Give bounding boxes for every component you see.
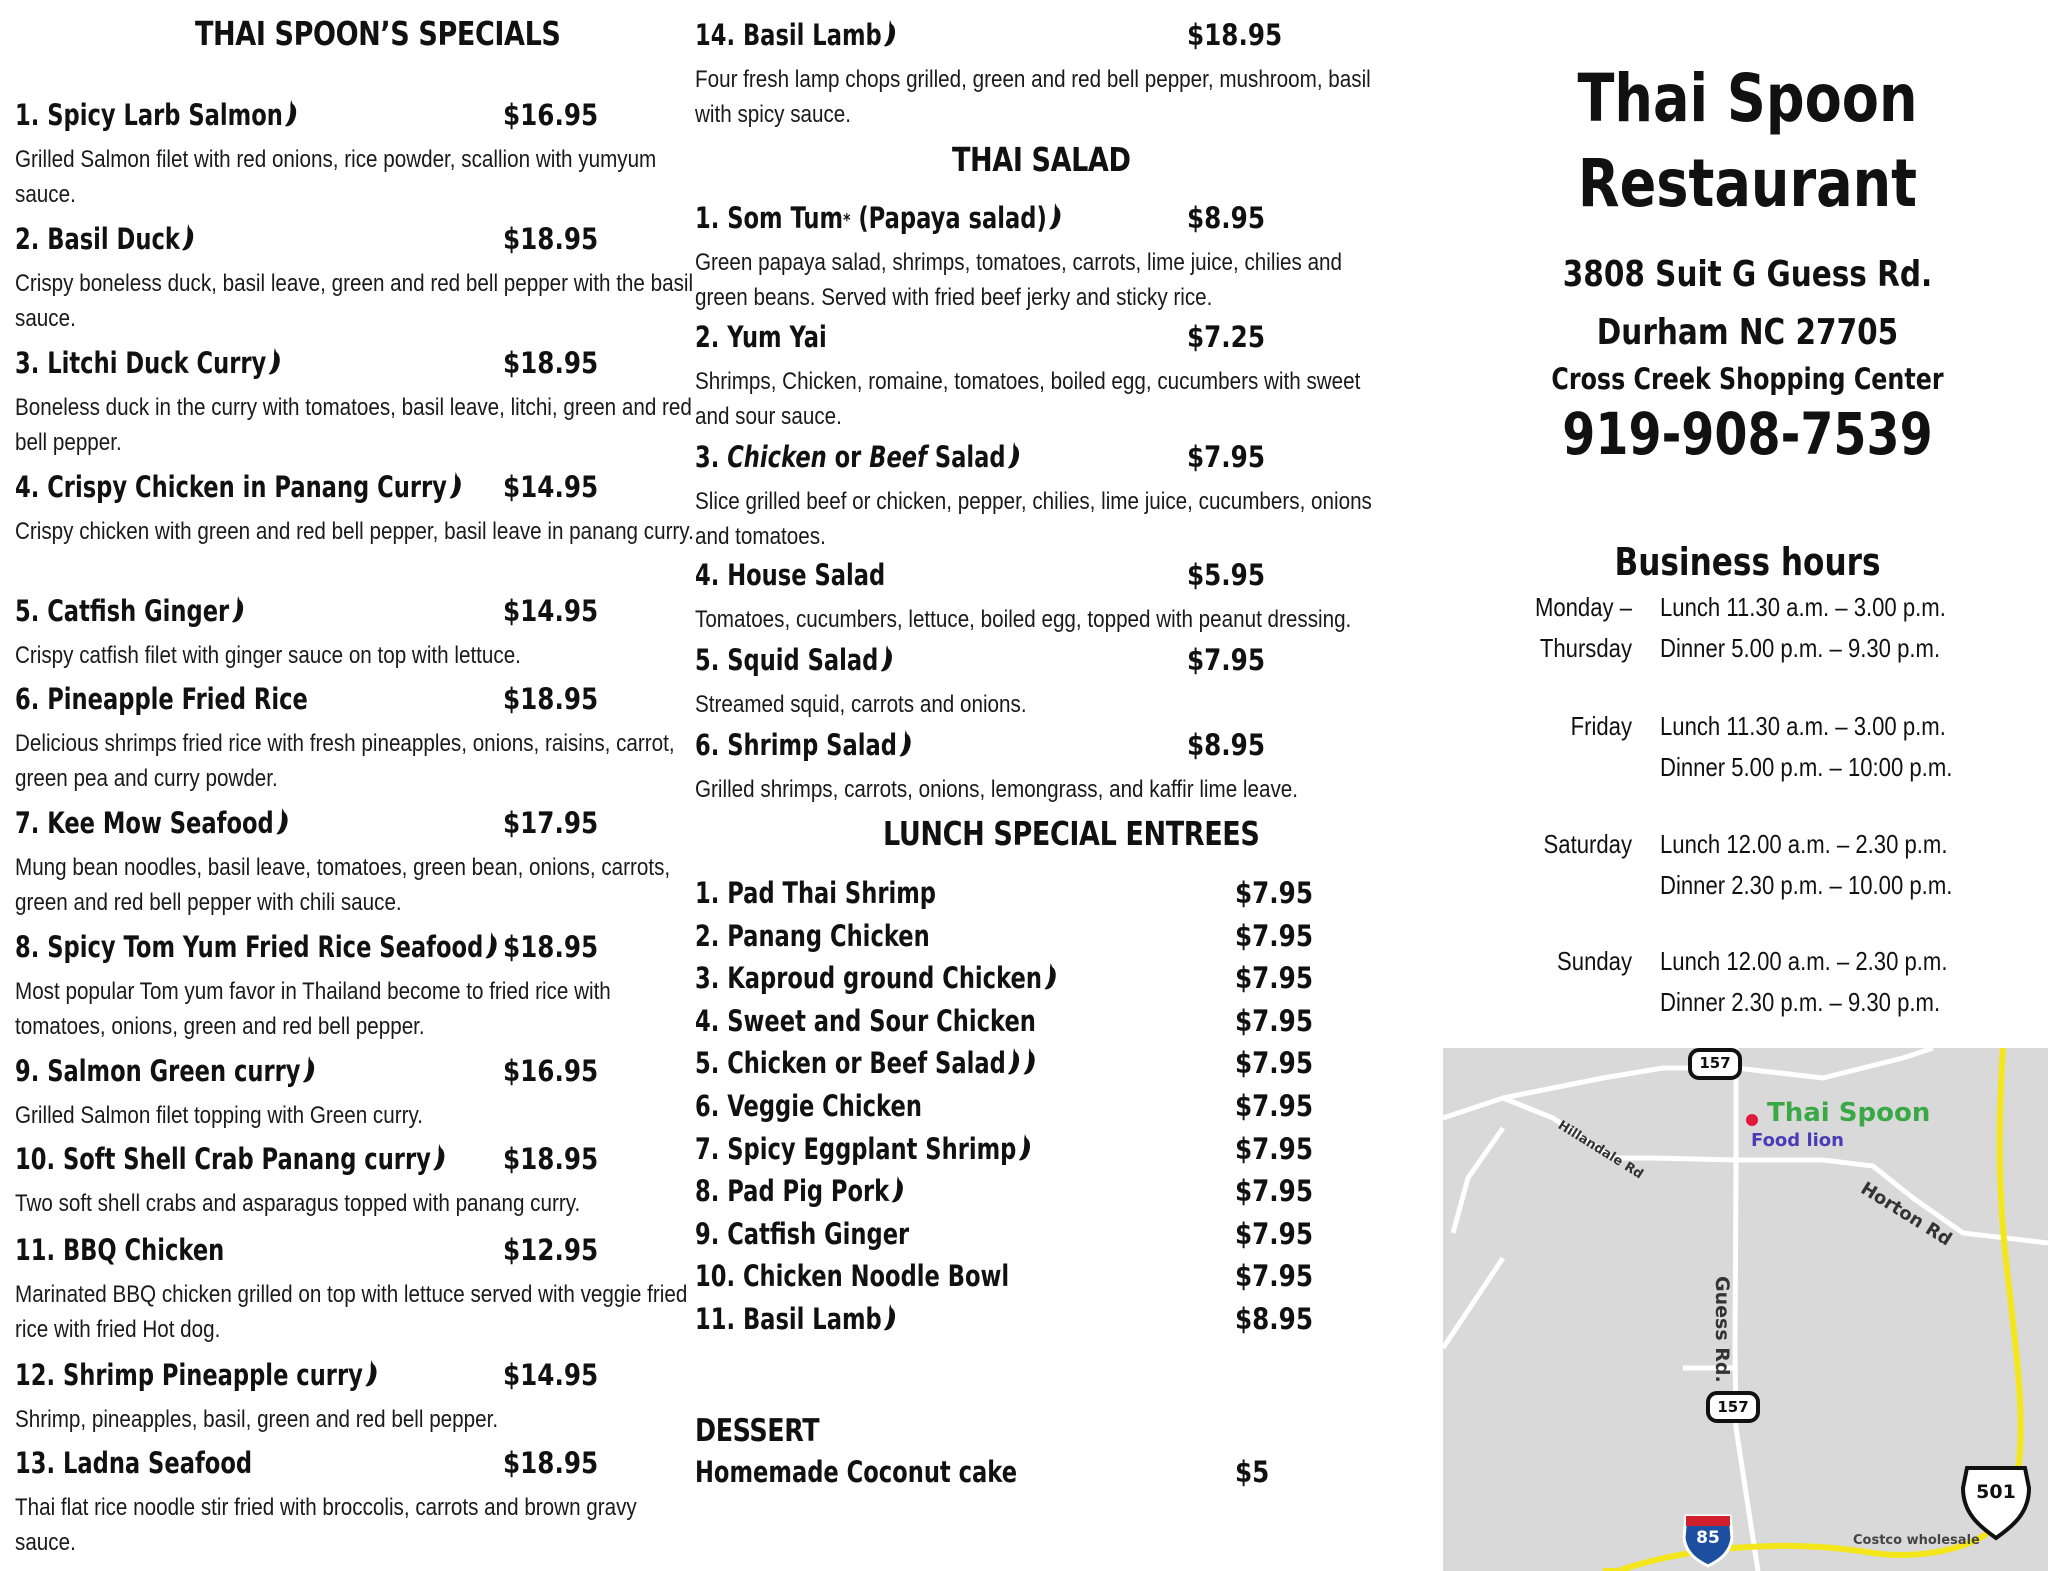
menu-item-name bbox=[15, 1446, 252, 1480]
hours-day: Friday bbox=[1570, 711, 1632, 741]
chili-pepper-icon bbox=[284, 98, 298, 128]
menu-item-name bbox=[695, 201, 1062, 235]
menu-item-price: $7.95 bbox=[1235, 918, 1313, 953]
address-line2: Durham NC 27705 bbox=[1596, 312, 1899, 353]
menu-item-name-text: 10. Soft Shell Crab Panang curry bbox=[15, 1142, 431, 1176]
menu-item-price: $18.95 bbox=[503, 682, 599, 716]
menu-item-name-text: 7. Kee Mow Seafood bbox=[15, 806, 274, 840]
menu-item-name bbox=[15, 470, 462, 504]
menu-item-name-text: 6. Veggie Chicken bbox=[695, 1089, 922, 1123]
menu-item-description: Streamed squid, carrots and onions. bbox=[695, 691, 1027, 718]
menu-item-name-text: 2. Basil Duck bbox=[15, 222, 180, 256]
costco-label: Costco wholesale bbox=[1853, 1533, 1980, 1548]
menu-item-price: $7.95 bbox=[1235, 876, 1313, 910]
menu-item-name bbox=[15, 98, 299, 132]
hours-day: Sunday bbox=[1557, 946, 1632, 976]
food-lion-map-label: Food lion bbox=[1751, 1130, 1844, 1151]
menu-item-price: $14.95 bbox=[503, 470, 599, 504]
menu-item-price: $16.95 bbox=[503, 98, 599, 132]
chili-pepper-icon bbox=[448, 470, 462, 500]
menu-item-price: $7.95 bbox=[1235, 1003, 1313, 1038]
menu-item-price: $17.95 bbox=[503, 806, 599, 840]
menu-item-description: Green papaya salad, shrimps, tomatoes, carrots, lime juice, chilies and green beans. Served with fried beef jerky and sticky rice. bbox=[695, 249, 1343, 311]
hours-day: Thursday bbox=[1539, 633, 1632, 663]
menu-item-name bbox=[695, 1455, 1017, 1489]
menu-item-name bbox=[15, 1054, 316, 1088]
menu-item-price: $18.95 bbox=[1187, 18, 1283, 52]
menu-item-price: $18.95 bbox=[503, 1142, 599, 1176]
menu-item-name bbox=[695, 1259, 1009, 1293]
menu-item-description: Slice grilled beef or chicken, pepper, chilies, lime juice, cucumbers, onions and tomatoes. bbox=[695, 488, 1372, 550]
menu-item-price: $7.95 bbox=[1235, 1046, 1313, 1081]
chili-pepper-icon bbox=[275, 806, 289, 836]
map-roads bbox=[1443, 1048, 2048, 1571]
chili-pepper-icon bbox=[1048, 201, 1062, 231]
hours-time: Lunch 12.00 a.m. – 2.30 p.m. bbox=[1660, 829, 1948, 859]
thai-salad-title: THAI SALAD bbox=[952, 140, 1131, 179]
route-157-label-top: 157 bbox=[1699, 1054, 1731, 1072]
menu-item-name bbox=[695, 876, 936, 910]
menu-item-name-text: or bbox=[826, 440, 870, 474]
restaurant-name-line2: Restaurant bbox=[1577, 145, 1918, 222]
menu-item-price: $5 bbox=[1235, 1455, 1270, 1489]
menu-item-price: $18.95 bbox=[503, 222, 599, 256]
menu-item-description: Grilled Salmon filet with red onions, rice powder, scallion with yumyum sauce. bbox=[15, 146, 657, 208]
menu-item-price: $7.25 bbox=[1187, 320, 1265, 354]
menu-item-name-text: 1. Som Tum bbox=[695, 201, 844, 235]
menu-item-price: $7.95 bbox=[1235, 1174, 1313, 1209]
chili-pepper-icon bbox=[1007, 1046, 1021, 1076]
menu-item-name-text: Beef bbox=[869, 440, 927, 474]
menu-item-price: $7.95 bbox=[1187, 643, 1265, 677]
menu-item-name bbox=[695, 643, 894, 677]
menu-item-name bbox=[15, 930, 499, 964]
menu-item-price: $12.95 bbox=[503, 1233, 599, 1267]
menu-item-name-text: Chicken bbox=[727, 440, 827, 474]
hours-time: Dinner 5.00 p.m. – 9.30 p.m. bbox=[1660, 633, 1941, 663]
menu-item-price: $7.95 bbox=[1235, 1216, 1313, 1251]
chili-pepper-icon bbox=[485, 930, 499, 960]
menu-item-name bbox=[695, 1174, 905, 1208]
menu-item-price: $16.95 bbox=[503, 1054, 599, 1088]
chili-pepper-icon bbox=[898, 728, 912, 758]
menu-item-name-text: 13. Ladna Seafood bbox=[15, 1446, 253, 1480]
location-map bbox=[1443, 1048, 2048, 1571]
menu-item-name bbox=[15, 222, 195, 256]
asterisk-mark: * bbox=[843, 210, 851, 231]
menu-item-name-text: 1. Spicy Larb Salmon bbox=[15, 98, 283, 132]
chili-pepper-icon bbox=[231, 594, 245, 624]
chili-pepper-icon bbox=[880, 643, 894, 673]
hours-time: Dinner 2.30 p.m. – 10.00 p.m. bbox=[1660, 870, 1953, 900]
menu-item-name-text: 8. Pad Pig Pork bbox=[695, 1174, 890, 1209]
menu-item-description: Thai flat rice noodle stir fried with broccolis, carrots and brown gravy sauce. bbox=[15, 1494, 637, 1556]
menu-item-price: $18.95 bbox=[503, 346, 599, 380]
menu-item-price: $5.95 bbox=[1187, 558, 1265, 592]
menu-item-description: Shrimps, Chicken, romaine, tomatoes, boiled egg, cucumbers with sweet and sour sauce. bbox=[695, 368, 1361, 430]
thai-spoon-map-label: Thai Spoon bbox=[1767, 1098, 1931, 1128]
menu-item-name-text: 9. Catfish Ginger bbox=[695, 1216, 910, 1251]
menu-item-name-text: 5. Chicken or Beef Salad bbox=[695, 1046, 1006, 1081]
lunch-title: LUNCH SPECIAL ENTREES bbox=[883, 814, 1260, 853]
chili-pepper-icon bbox=[883, 18, 897, 48]
phone-number: 919-908-7539 bbox=[1562, 400, 1933, 468]
menu-item-name bbox=[15, 346, 282, 380]
menu-item-name-text: 5. Squid Salad bbox=[695, 643, 879, 677]
menu-item-name-text: Homemade Coconut cake bbox=[695, 1455, 1018, 1489]
menu-item-name bbox=[695, 728, 913, 762]
menu-item-name-text: 8. Spicy Tom Yum Fried Rice Seafood bbox=[15, 930, 484, 964]
menu-item-description: Crispy chicken with green and red bell pepper, basil leave in panang curry. bbox=[15, 518, 694, 545]
menu-item-name-text: 3. Kaproud ground Chicken bbox=[695, 961, 1042, 996]
menu-item-name bbox=[695, 558, 885, 592]
hours-time: Lunch 12.00 a.m. – 2.30 p.m. bbox=[1660, 946, 1948, 976]
menu-item-name-text: 7. Spicy Eggplant Shrimp bbox=[695, 1131, 1017, 1166]
shopping-center: Cross Creek Shopping Center bbox=[1551, 362, 1944, 396]
menu-item-description: Grilled Salmon filet topping with Green curry. bbox=[15, 1102, 424, 1129]
menu-item-name-text: 2. Yum Yai bbox=[695, 320, 827, 354]
menu-item-name bbox=[695, 18, 897, 52]
menu-item-price: $7.95 bbox=[1235, 1089, 1313, 1123]
menu-item-name bbox=[15, 682, 308, 716]
menu-item-description: Delicious shrimps fried rice with fresh pineapples, onions, raisins, carrot, green pea and curry powder. bbox=[15, 730, 675, 792]
menu-item-description: Most popular Tom yum favor in Thailand become to fried rice with tomatoes, onions, green and red bell pepper. bbox=[15, 978, 611, 1040]
chili-pepper-icon bbox=[1044, 961, 1058, 991]
menu-item-description: Crispy catfish filet with ginger sauce on top with lettuce. bbox=[15, 642, 521, 669]
menu-item-name-text: 12. Shrimp Pineapple curry bbox=[15, 1358, 363, 1392]
menu-item-name-text: 6. Shrimp Salad bbox=[695, 728, 897, 762]
specials-title: THAI SPOON’S SPECIALS bbox=[195, 14, 561, 53]
menu-item-name bbox=[695, 1217, 909, 1251]
menu-item-name bbox=[695, 440, 1021, 474]
menu-item-name bbox=[15, 806, 289, 840]
menu-item-name-text: 3. bbox=[695, 440, 728, 474]
chili-pepper-icon bbox=[364, 1358, 378, 1388]
dessert-title: DESSERT bbox=[695, 1413, 820, 1449]
guess-rd-label: Guess Rd. bbox=[1711, 1276, 1733, 1383]
route-501-label: 501 bbox=[1976, 1481, 2016, 1503]
route-157-label-bottom: 157 bbox=[1717, 1398, 1749, 1416]
menu-item-name-text: 4. Crispy Chicken in Panang Curry bbox=[15, 470, 447, 504]
menu-item-price: $7.95 bbox=[1235, 961, 1313, 996]
menu-item-price: $18.95 bbox=[503, 930, 599, 964]
menu-item-name bbox=[15, 1233, 224, 1267]
menu-item-name bbox=[695, 1004, 1036, 1038]
menu-item-name bbox=[15, 1358, 378, 1392]
hours-title: Business hours bbox=[1614, 540, 1881, 584]
menu-item-name bbox=[695, 320, 827, 354]
menu-item-name bbox=[15, 1142, 446, 1176]
menu-item-name-text: 9. Salmon Green curry bbox=[15, 1054, 301, 1088]
menu-item-description: Marinated BBQ chicken grilled on top with lettuce served with veggie fried rice with fried Hot dog. bbox=[15, 1281, 688, 1343]
menu-item-price: $7.95 bbox=[1235, 1259, 1313, 1294]
menu-item-name-text: 3. Litchi Duck Curry bbox=[15, 346, 267, 380]
menu-item-name-text: (Papaya salad) bbox=[850, 201, 1047, 235]
hours-time: Dinner 2.30 p.m. – 9.30 p.m. bbox=[1660, 987, 1941, 1017]
menu-item-name-text: 4. House Salad bbox=[695, 558, 886, 592]
hours-time: Dinner 5.00 p.m. – 10:00 p.m. bbox=[1660, 752, 1953, 782]
menu-item-description: Boneless duck in the curry with tomatoes, basil leave, litchi, green and red bell pepper. bbox=[15, 394, 692, 456]
hillandale-rd-label: Hillandale Rd bbox=[1555, 1118, 1646, 1183]
menu-item-name bbox=[695, 1046, 1037, 1080]
menu-item-price: $14.95 bbox=[503, 594, 599, 628]
menu-item-name bbox=[695, 1132, 1032, 1166]
chili-pepper-icon bbox=[432, 1142, 446, 1172]
menu-item-name bbox=[695, 1089, 922, 1123]
menu-item-name-text: 14. Basil Lamb bbox=[695, 18, 882, 52]
menu-item-name-text: 1. Pad Thai Shrimp bbox=[695, 876, 937, 910]
menu-item-name-text: 4. Sweet and Sour Chicken bbox=[695, 1003, 1036, 1038]
menu-item-name-text: 6. Pineapple Fried Rice bbox=[15, 682, 308, 716]
menu-item-name-text: 10. Chicken Noodle Bowl bbox=[695, 1259, 1010, 1294]
hours-time: Lunch 11.30 a.m. – 3.00 p.m. bbox=[1660, 711, 1946, 741]
chili-pepper-icon bbox=[181, 222, 195, 252]
menu-item-name bbox=[695, 1302, 897, 1336]
interstate-85-label: 85 bbox=[1696, 1528, 1720, 1548]
hours-day: Saturday bbox=[1543, 829, 1632, 859]
chili-pepper-icon bbox=[1007, 440, 1021, 470]
chili-pepper-icon bbox=[883, 1302, 897, 1332]
menu-item-price: $7.95 bbox=[1187, 440, 1265, 474]
menu-item-name-text: 11. BBQ Chicken bbox=[15, 1233, 225, 1267]
menu-item-description: Two soft shell crabs and asparagus topped with panang curry. bbox=[15, 1190, 581, 1217]
chili-pepper-icon bbox=[1018, 1132, 1032, 1162]
menu-item-price: $8.95 bbox=[1187, 728, 1265, 762]
address-line1: 3808 Suit G Guess Rd. bbox=[1562, 254, 1933, 295]
menu-item-description: Tomatoes, cucumbers, lettuce, boiled egg, topped with peanut dressing. bbox=[695, 606, 1352, 633]
menu-item-name-text: 2. Panang Chicken bbox=[695, 918, 930, 953]
horton-rd-label: Horton Rd bbox=[1856, 1178, 1956, 1251]
restaurant-name-line1: Thai Spoon bbox=[1577, 60, 1918, 137]
menu-item-name bbox=[15, 594, 245, 628]
menu-item-price: $18.95 bbox=[503, 1446, 599, 1480]
menu-item-description: Mung bean noodles, basil leave, tomatoes, green bean, onions, carrots, green and red bell pepper with chili sauce. bbox=[15, 854, 671, 916]
menu-item-description: Shrimp, pineapples, basil, green and red bell pepper. bbox=[15, 1406, 499, 1433]
chili-pepper-icon bbox=[268, 346, 282, 376]
hours-time: Lunch 11.30 a.m. – 3.00 p.m. bbox=[1660, 592, 1946, 622]
hours-day: Monday – bbox=[1534, 592, 1632, 622]
menu-item-price: $7.95 bbox=[1235, 1131, 1313, 1166]
menu-item-price: $14.95 bbox=[503, 1358, 599, 1392]
menu-item-price: $8.95 bbox=[1235, 1302, 1313, 1336]
menu-item-name-text: 11. Basil Lamb bbox=[695, 1302, 882, 1336]
menu-item-description: Grilled shrimps, carrots, onions, lemongrass, and kaffir lime leave. bbox=[695, 776, 1299, 803]
menu-item-description: Four fresh lamp chops grilled, green and red bell pepper, mushroom, basil with spicy sauce. bbox=[695, 66, 1371, 128]
chili-pepper-icon bbox=[891, 1174, 905, 1204]
menu-item-name bbox=[695, 919, 930, 953]
menu-item-name-text: Salad bbox=[926, 440, 1006, 474]
menu-item-name-text: 5. Catfish Ginger bbox=[15, 594, 230, 628]
chili-pepper-icon bbox=[302, 1054, 316, 1084]
chili-pepper-icon bbox=[1023, 1046, 1037, 1076]
menu-item-price: $8.95 bbox=[1187, 201, 1265, 235]
menu-item-description: Crispy boneless duck, basil leave, green and red bell pepper with the basil sauce. bbox=[15, 270, 694, 332]
menu-item-name bbox=[695, 961, 1058, 995]
